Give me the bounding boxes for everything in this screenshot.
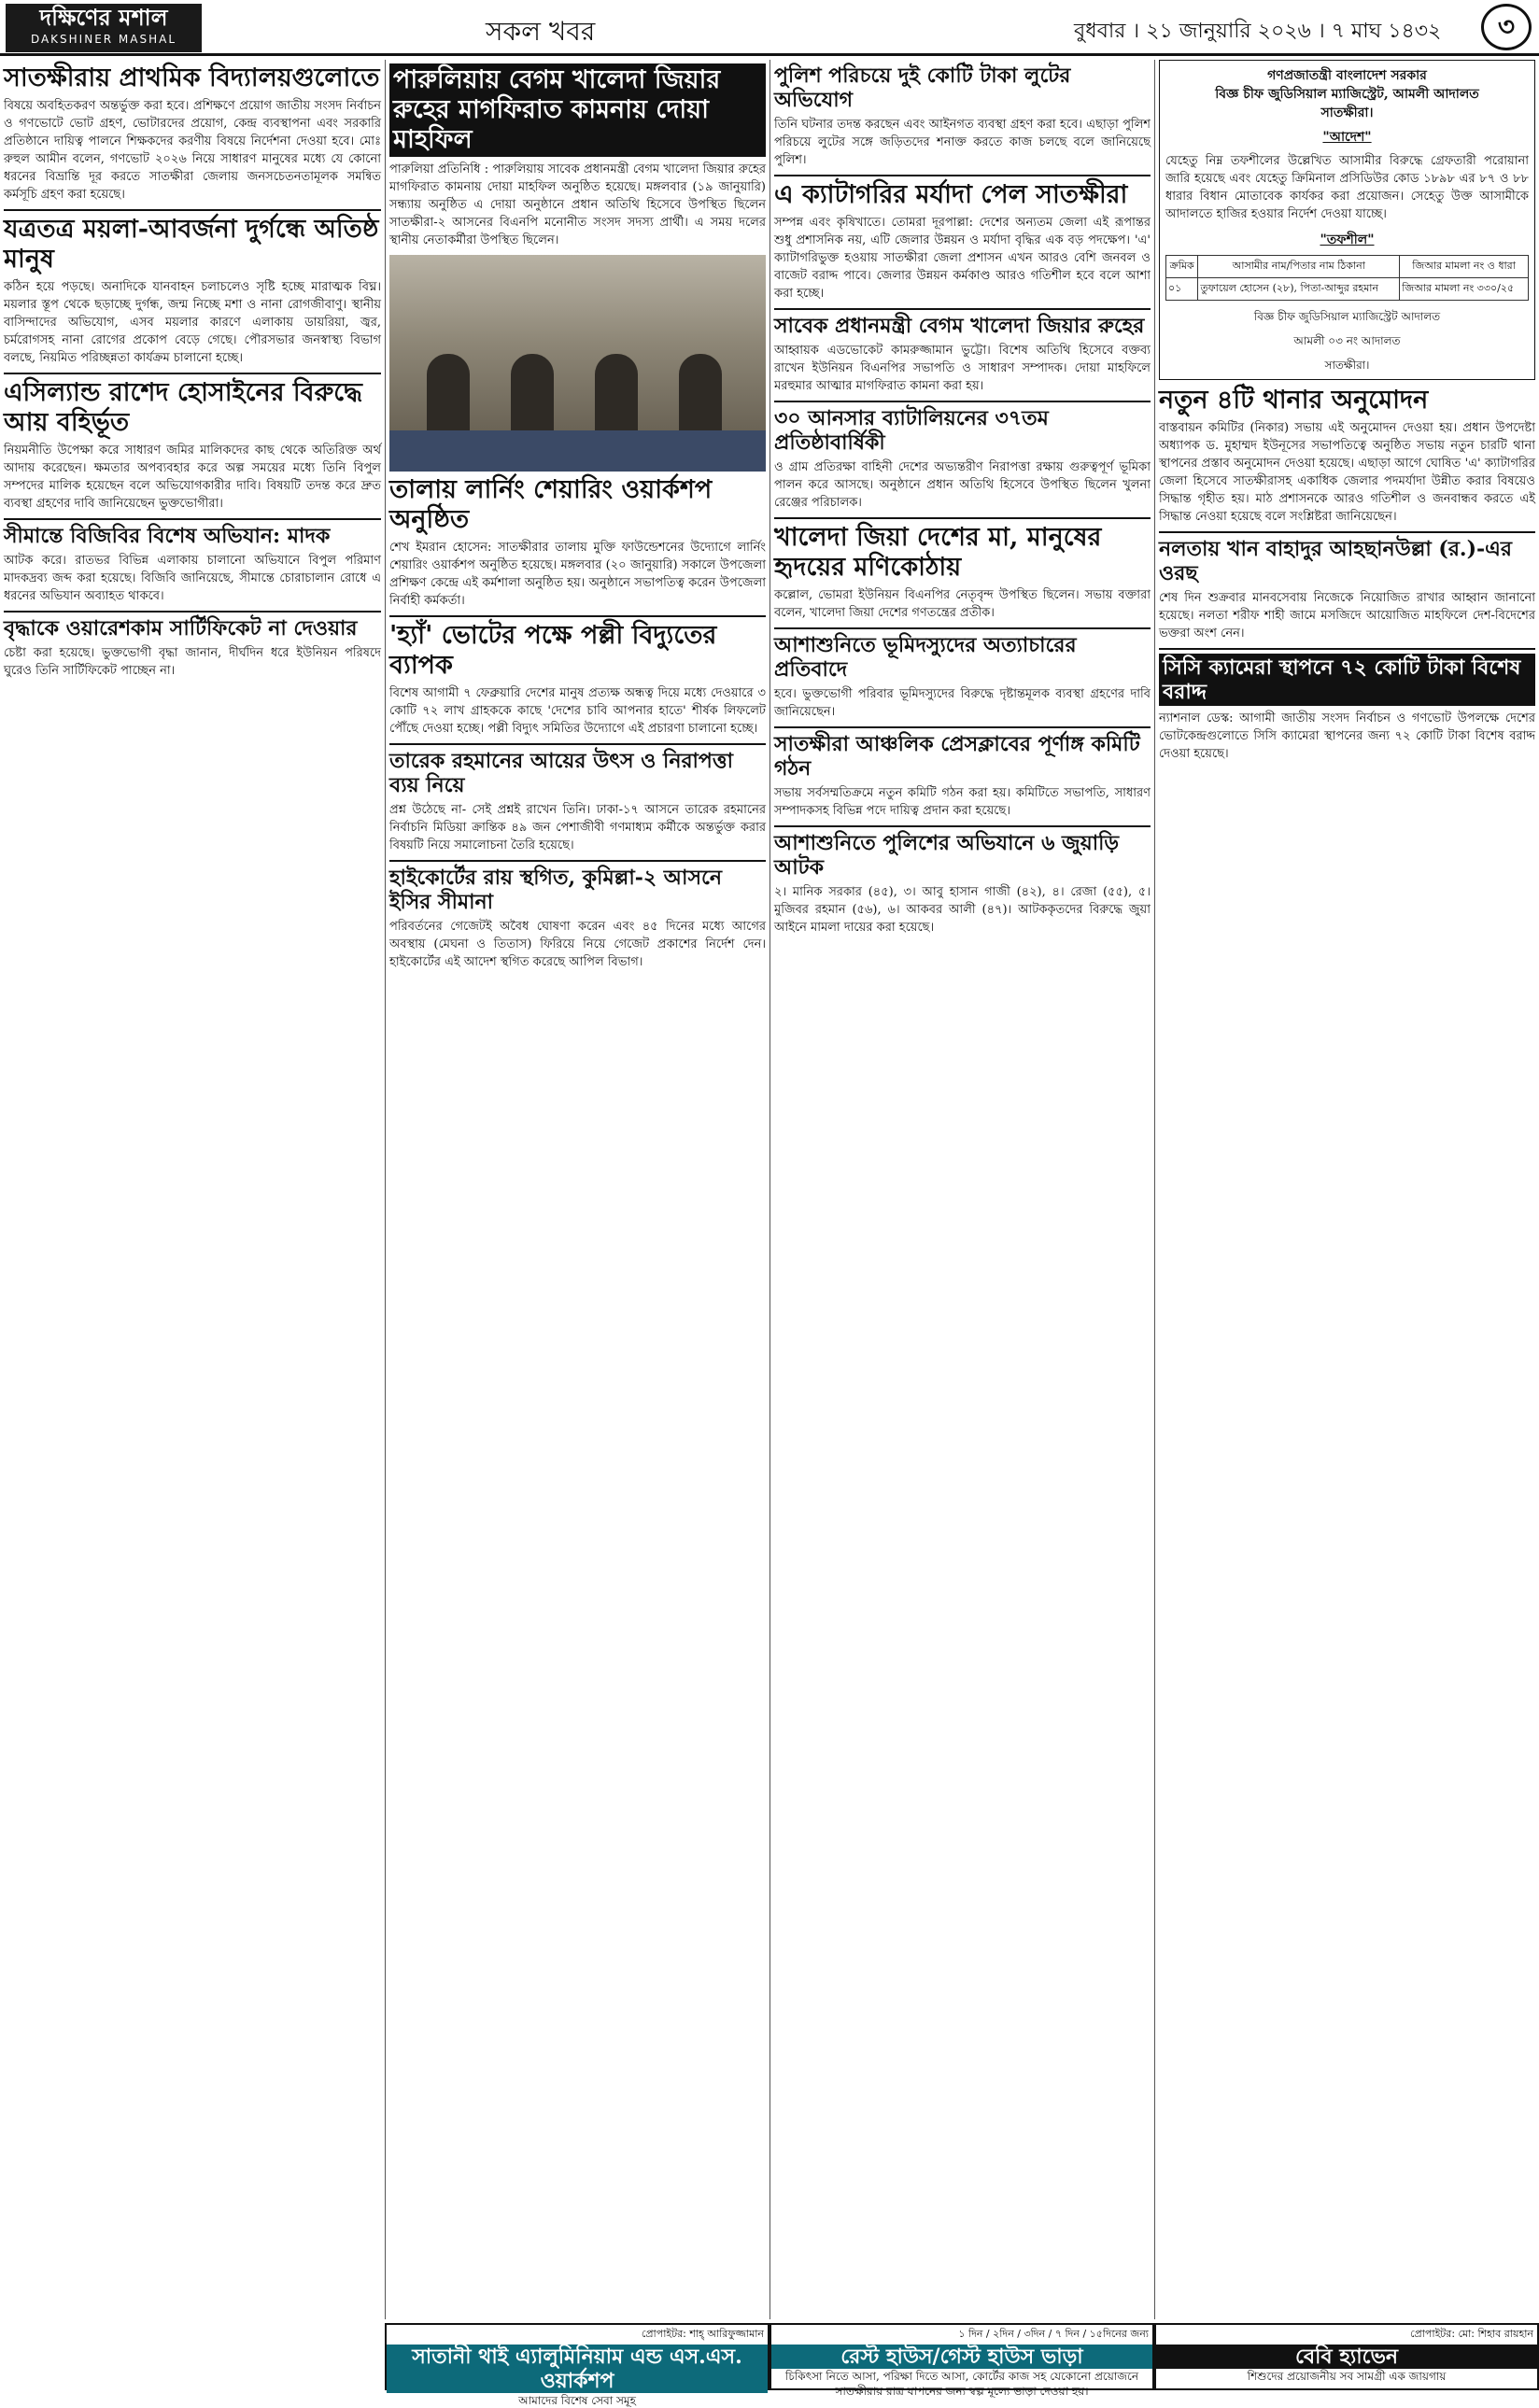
headline: সীমান্তে বিজিবির বিশেষ অভিযান: মাদক xyxy=(4,524,331,548)
article-body: তিনি ঘটনার তদন্ত করছেন এবং আইনগত ব্যবস্থা গ্রহণ করা হবে। এছাড়া পুলিশ পরিচয়ে লুটের সঙ্গে জড়িতদের শনাক্ত করতে কাজ চলছে বলে জানিয়েছে পুলিশ। xyxy=(774,118,1151,167)
article-body: আটক করে। রাতভর বিভিন্ন এলাকায় চালানো অভিযানে বিপুল পরিমাণ মাদকদ্রব্য জব্দ করা হয়েছে। বিজিবি জানিয়েছে, সীমান্তে চোরাচালান রোধে এ ধরনের অভিযান অব্যাহত থাকবে। xyxy=(4,554,381,603)
logo-bangla: দক্ষিণের মশাল xyxy=(39,4,168,31)
schedule-table xyxy=(1165,255,1529,301)
dateline: বুধবার । ২১ জানুয়ারি ২০২৬ । ৭ মাঘ ১৪৩২ xyxy=(1074,20,1442,43)
notice-header: সাতক্ষীরা। xyxy=(1320,106,1374,120)
article-body: শেখ ইমরান হোসেন: সাতক্ষীরার তালায় মুক্তি ফাউন্ডেশনের উদ্যোগে লার্নিং শেয়ারিং ওয়ার্কশপ অনুষ্ঠিত হয়েছে। মঙ্গলবার (২০ জানুয়ারি) সকালে উপজেলা প্রশিক্ষণ কেন্দ্রে এই কর্মশালা অনুষ্ঠিত হয়। অনুষ্ঠানে সভাপতিত্ব করেন উপজেলা নির্বাহী কর্মকর্তা। xyxy=(389,541,766,608)
divider xyxy=(774,401,1151,402)
table-cell: তুফায়েল হোসেন (২৮), পিতা-আব্দুর রহমান xyxy=(1198,278,1400,301)
page-number: ৩ xyxy=(1481,4,1532,50)
notice-header: বিজ্ঞ চীফ জুডিসিয়াল ম্যাজিস্ট্রেট, আমলী আদালত xyxy=(1215,87,1479,102)
divider xyxy=(774,726,1151,728)
notice-header: গণপ্রজাতন্ত্রী বাংলাদেশ সরকার xyxy=(1267,68,1427,83)
table-header-cell: আসামীর নাম/পিতার নাম ঠিকানা xyxy=(1198,256,1400,278)
ad-proprietor: প্রোপাইটর: শাহ্ আরিফুজ্জামান xyxy=(641,2328,764,2340)
newspaper-logo xyxy=(6,4,202,52)
divider xyxy=(1159,648,1535,650)
article-body: চেষ্টা করা হয়েছে। ভুক্তভোগী বৃদ্ধা জানান, দীর্ঘদিন ধরে ইউনিয়ন পরিষদে ঘুরেও তিনি সার্টিফিকেট পাচ্ছেন না। xyxy=(4,646,381,678)
headline: এ ক্যাটাগরির মর্যাদা পেল সাতক্ষীরা xyxy=(774,180,1128,209)
ad-text: আমাদের বিশেষ সেবা সমূহ xyxy=(518,2394,636,2407)
divider xyxy=(774,175,1151,176)
person-figure xyxy=(427,354,470,438)
headline: বৃদ্ধাকে ওয়ারেশকাম সার্টিফিকেট না দেওয়ার xyxy=(4,616,358,641)
divider xyxy=(774,517,1151,519)
schedule-title: "তফশীল" xyxy=(1320,232,1375,247)
article-body: বিষয়ে অবহিতকরণ অন্তর্ভুক্ত করা হবে। প্রশিক্ষণে প্রয়োগ জাতীয় সংসদ নির্বাচন ও গণভোটে ভোট গ্রহণ, ভোটারদের প্রয়োগ, কেন্দ্র ব্যবস্থাপনা এবং সরকারি প্রতিষ্ঠানে দায়িত্ব পালনে শিক্ষকদের করণীয় বিষয়ে নির্দেশনা দেওয়া হবে। মোঃ রুহুল আমীন বলেন, গণভোট ২০২৬ নিয়ে সাধারণ মানুষের মধ্যে যে কোনো ধরনের বিভ্রান্তি দূর করতে সাতক্ষীরা জেলায় জনসচেতনতামূলক সমন্বিত কর্মসূচি গ্রহণ করা হয়েছে। xyxy=(4,99,381,202)
article-body: ও গ্রাম প্রতিরক্ষা বাহিনী দেশের অভ্যন্তরীণ নিরাপত্তা রক্ষায় গুরুত্বপূর্ণ ভূমিকা পালন করে আসছে। অনুষ্ঠানে প্রধান অতিথি হিসেবে উপস্থিত ছিলেন খুলনা রেঞ্জের পরিচালক। xyxy=(774,460,1151,510)
headline: পুলিশ পরিচয়ে দুই কোটি টাকা লুটের অভিযোগ xyxy=(774,63,1071,112)
headline: পারুলিয়ায় বেগম খালেদা জিয়ার রুহের মাগফিরাত কামনায় দোয়া মাহফিল xyxy=(389,63,766,157)
article-body: কঠিন হয়ে পড়ছে। অনাদিকে যানবাহন চলাচলেও সৃষ্টি হচ্ছে মারাত্মক বিঘ্ন। ময়লার স্তূপ থেকে ছড়াচ্ছে দুর্গন্ধ, জন্ম নিচ্ছে মশা ও নানা রোগজীবাণু। স্থানীয় বাসিন্দাদের অভিযোগ, এসব ময়লার কারণে এলাকায় ডায়রিয়া, জ্বর, চর্মরোগসহ নানা রোগের প্রকোপ বেড়ে গেছে। পৌরসভার জনস্বাস্থ্য বিভাগ বলছে, নিয়মিত পরিচ্ছন্নতা কার্যক্রম চালানো হচ্ছে। xyxy=(4,280,381,365)
notice-footer: আমলী ০৩ নং আদালত xyxy=(1293,334,1401,347)
article-body: প্রশ্ন উঠেছে না- সেই প্রশ্নই রাখেন তিনি। ঢাকা-১৭ আসনে তারেক রহমানের নির্বাচনি মিডিয়া ক্রান্তিক ৪৯ জন পেশাজীবী গণমাধ্যম কর্মীকে অন্তর্ভুক্ত করার বিষয়টি নিয়ে সমালোচনা তৈরি হয়েছে। xyxy=(389,803,766,852)
divider xyxy=(4,209,381,211)
ad-title: রেস্ট হাউস/গেস্ট হাউস ভাড়া xyxy=(771,2345,1152,2369)
headline: তারেক রহমানের আয়ের উৎস ও নিরাপত্তা ব্যয় নিয়ে xyxy=(389,749,733,797)
column-2 xyxy=(385,60,770,2319)
divider xyxy=(4,611,381,613)
column-1 xyxy=(0,60,385,2319)
logo-english: DAKSHINER MASHAL xyxy=(30,33,177,46)
ad-title: সাতানী থাই এ্যালুমিনিয়াম এন্ড এস.এস. ওয়ার্কশপ xyxy=(387,2345,768,2393)
divider xyxy=(774,308,1151,310)
ad-proprietor: প্রোপাইটর: মো: শিহাব রায়হান xyxy=(1410,2328,1533,2340)
article-body: সম্পন্ন এবং কৃষিখাতে। তোমরা দূরপাল্লা: দেশের অন্যতম জেলা এই রূপান্তর শুধু প্রশাসনিক নয়, এটি জেলার উন্নয়ন ও মর্যাদা বৃদ্ধির এক বড় পদক্ষেপ। 'এ' ক্যাটাগরিভুক্ত হওয়ায় সাতক্ষীরা জেলা প্রশাসন এখন আরও বেশি জনবল ও বাজেট বরাদ্দ পাবে। জেলার উন্নয়ন কর্মকাণ্ড আরও গতিশীল হবে বলে আশা করা হচ্ছে। xyxy=(774,216,1151,301)
divider xyxy=(4,518,381,520)
ad-text: চিকিৎসা নিতে আসা, পরিক্ষা দিতে আসা, কোর্টের কাজ সহ যেকোনো প্রয়োজনে সাতক্ষীরায় রাত্র যাপনের জন্য স্বল্প মূল্যে ভাড়া দেওয়া হয়। xyxy=(784,2370,1139,2398)
headline: আশাশুনিতে ভূমিদস্যুদের অত্যাচারের প্রতিবাদে xyxy=(774,633,1077,682)
headline: তালায় লার্নিং শেয়ারিং ওয়ার্কশপ অনুষ্ঠিত xyxy=(389,475,713,534)
notice-text: যেহেতু নিম্ন তফশীলের উল্লেখিত আসামীর বিরুদ্ধে গ্রেফতারী পরোয়ানা জারি হয়েছে এবং যেহেতু ক্রিমিনাল প্রসিডিউর কোড ১৮৯৮ এর ৮৭ ও ৮৮ ধারার বিধান মোতাবেক কার্যকর করা প্রয়োজন। সেহেতু উক্ত আসামীকে আদালতে হাজির হওয়ার নির্দেশ দেওয়া যাচ্ছে। xyxy=(1165,154,1529,221)
headline: সাবেক প্রধানমন্ত্রী বেগম খালেদা জিয়ার রুহের xyxy=(774,314,1145,338)
headline: সাতক্ষীরা আঞ্চলিক প্রেসক্লাবের পূর্ণাঙ্গ কমিটি গঠন xyxy=(774,732,1140,781)
headline: সাতক্ষীরায় প্রাথমিক বিদ্যালয়গুলোতে xyxy=(4,63,380,92)
ad-baby-haven xyxy=(1154,2323,1539,2390)
headline: এসিল্যান্ড রাশেদ হোসাইনের বিরুদ্ধে আয় বহির্ভূত xyxy=(4,378,362,437)
court-notice xyxy=(1159,60,1535,380)
article-body: পরিবর্তনের গেজেটই অবৈধ ঘোষণা করেন এবং ৪৫ দিনের মধ্যে আগের অবস্থায় (মেঘনা ও তিতাস) ফিরিয়ে নিয়ে গেজেট প্রকাশের নির্দেশ দেন। হাইকোর্টের এই আদেশ স্থগিত করেছে আপিল বিভাগ। xyxy=(389,920,766,969)
person-figure xyxy=(679,354,722,438)
notice-subtitle: "আদেশ" xyxy=(1322,130,1372,145)
headline: যত্রতত্র ময়লা-আবর্জনা দুর্গন্ধে অতিষ্ঠ মানুষ xyxy=(4,215,379,274)
article-body: নিয়মনীতি উপেক্ষা করে সাধারণ জমির মালিকদের কাছ থেকে অতিরিক্ত অর্থ আদায় করেছেন। ক্ষমতার অপব্যবহার করে অল্প সময়ের মধ্যে তিনি বিপুল সম্পদের মালিক হয়েছেন বলে অভিযোগকারীর দাবি। বিষয়টি তদন্ত করে দ্রুত ব্যবস্থা গ্রহণের দাবি জানিয়েছেন ভুক্তভোগীরা। xyxy=(4,444,381,511)
headline: সিসি ক্যামেরা স্থাপনে ৭২ কোটি টাকা বিশেষ বরাদ্দ xyxy=(1159,654,1535,706)
article-body: বাস্তবায়ন কমিটির (নিকার) সভায় এই অনুমোদন দেওয়া হয়। প্রধান উপদেষ্টা অধ্যাপক ড. মুহাম্মদ ইউনূসের সভাপতিত্বে অনুষ্ঠিত সভায় নতুন চারটি থানা স্থাপনের প্রস্তাব অনুমোদন দেওয়া হয়েছে। এছাড়া আগে ঘোষিত 'এ' ক্যাটাগরির জেলা হিসেবে সাতক্ষীরাসহ একাধিক জেলার পদমর্যাদা উন্নীত করার বিষয়েও সিদ্ধান্ত গৃহীত হয়। মাঠ প্রশাসনকে আরও গতিশীল ও জনবান্ধব করতে এই সিদ্ধান্ত নেওয়া হয়েছে বলে সংশ্লিষ্টরা জানিয়েছেন। xyxy=(1159,421,1535,524)
ads-strip xyxy=(0,2323,1539,2407)
divider xyxy=(389,860,766,862)
divider xyxy=(1159,531,1535,533)
table-cell: ০১ xyxy=(1166,278,1198,301)
table-row xyxy=(1166,256,1529,278)
table-header-cell: ক্রমিক xyxy=(1166,256,1198,278)
person-figure xyxy=(595,354,638,438)
ad-title: বেবি হ্যাভেন xyxy=(1156,2345,1537,2369)
person-figure xyxy=(511,354,554,438)
article-body: সভায় সর্বসম্মতিক্রমে নতুন কমিটি গঠন করা হয়। কমিটিতে সভাপতি, সাধারণ সম্পাদকসহ বিভিন্ন পদে দায়িত্ব প্রদান করা হয়েছে। xyxy=(774,786,1151,818)
table-row xyxy=(1166,278,1529,301)
masthead xyxy=(0,0,1539,56)
workshop-photo xyxy=(389,255,766,472)
article-body: শেষ দিন শুক্রবার মানবসেবায় নিজেকে নিয়োজিত রাখার আহ্বান জানানো হয়েছে। নলতা শরীফ শাহী জামে মসজিদে আয়োজিত মাহফিলে দেশ-বিদেশের ভক্তরা অংশ নেন। xyxy=(1159,591,1535,641)
notice-footer: বিজ্ঞ চীফ জুডিসিয়াল ম্যাজিস্ট্রেট আদালত xyxy=(1253,310,1441,323)
article-body: কল্লোল, ভোমরা ইউনিয়ন বিএনপির নেতৃবৃন্দ উপস্থিত ছিলেন। সভায় বক্তারা বলেন, খালেদা জিয়া দেশের গণতন্ত্রের প্রতীক। xyxy=(774,588,1151,620)
divider xyxy=(4,373,381,374)
column-4 xyxy=(1154,60,1539,2319)
ad-duration: ১ দিন / ২দিন / ৩দিন / ৭ দিন / ১৫দিনের জন্য xyxy=(958,2328,1149,2340)
article-body: আহ্বায়ক এডভোকেট কামরুজ্জামান ভুট্টো। বিশেষ অতিথি হিসেবে বক্তব্য রাখেন ইউনিয়ন বিএনপির সভাপতি ও সাধারণ সম্পাদক। দোয়া মাহফিলে মরহুমার আত্মার মাগফিরাত কামনা করা হয়। xyxy=(774,344,1151,393)
ad-text: শিশুদের প্রয়োজনীয় সব সামগ্রী এক জায়গায় xyxy=(1247,2370,1447,2383)
article-body: পারুলিয়া প্রতিনিধি : পারুলিয়ায় সাবেক প্রধানমন্ত্রী বেগম খালেদা জিয়ার রুহের মাগফিরাত কামনায় দোয়া মাহফিল অনুষ্ঠিত হয়েছে। মঙ্গলবার (১৯ জানুয়ারি) সন্ধ্যায় অনুষ্ঠিত এ দোয়া অনুষ্ঠানে প্রধান অতিথি হিসেবে উপস্থিত ছিলেন সাতক্ষীরা-২ আসনের বিএনপি মনোনীত সংসদ সদস্য প্রার্থী। এ সময় দলের স্থানীয় নেতাকর্মীরা উপস্থিত ছিলেন। xyxy=(389,162,766,247)
headline: নতুন ৪টি থানার অনুমোদন xyxy=(1159,386,1429,415)
headline: আশাশুনিতে পুলিশের অভিযানে ৬ জুয়াড়ি আটক xyxy=(774,831,1120,880)
notice-footer: সাতক্ষীরা। xyxy=(1324,359,1370,372)
headline: হাইকোর্টের রায় স্থগিত, কুমিল্লা-২ আসনে ইসির সীমানা xyxy=(389,866,722,914)
table-cloth xyxy=(389,430,766,472)
table-cell: জিআর মামলা নং ৩৩০/২৫ xyxy=(1400,278,1529,301)
table-header-cell: জিআর মামলা নং ও ধারা xyxy=(1400,256,1529,278)
article-body: বিশেষ আগামী ৭ ফেব্রুয়ারি দেশের মানুষ প্রত্যক্ষ অন্ধত্ব দিয়ে মধ্যে দেওয়ারে ৩ কোটি ৭২ লাখ গ্রাহককে কাছে 'দেশের চাবি আপনার হাতে' শীর্ষক লিফলেট পৌঁছে দেওয়া হচ্ছে। পল্লী বিদ্যুৎ সমিতির উদ্যোগে এই প্রচারণা চালানো হচ্ছে। xyxy=(389,686,766,736)
headline: খালেদা জিয়া দেশের মা, মানুষের হৃদয়ের মণিকোঠায় xyxy=(774,523,1102,582)
headline: 'হ্যাঁ' ভোটের পক্ষে পল্লী বিদ্যুতের ব্যাপক xyxy=(389,621,717,680)
article-body: হবে। ভুক্তভোগী পরিবার ভূমিদস্যুদের বিরুদ্ধে দৃষ্টান্তমূলক ব্যবস্থা গ্রহণের দাবি জানিয়েছেন। xyxy=(774,687,1151,719)
section-label: সকল খবর xyxy=(486,16,596,47)
article-body: ন্যাশনাল ডেস্ক: আগামী জাতীয় সংসদ নির্বাচন ও গণভোট উপলক্ষে দেশের ভোটকেন্দ্রগুলোতে সিসি ক্যামেরা স্থাপনের জন্য ৭২ কোটি টাকা বিশেষ বরাদ্দ দেওয়া হয়েছে। xyxy=(1159,711,1535,761)
headline: ৩০ আনসার ব্যাটালিয়নের ৩৭তম প্রতিষ্ঠাবার্ষিকী xyxy=(774,406,1049,455)
divider xyxy=(389,615,766,617)
headline: নলতায় খান বাহাদুর আহছানউল্লা (র.)-এর ওরছ xyxy=(1159,537,1512,585)
column-3 xyxy=(770,60,1154,2319)
ad-workshop xyxy=(385,2323,770,2407)
ad-rest-house xyxy=(770,2323,1154,2398)
divider xyxy=(774,825,1151,827)
article-body: ২। মানিক সরকার (৪৫), ৩। আবু হাসান গাজী (৪২), ৪। রেজা (৫৫), ৫। মুজিবর রহমান (৫৬), ৬। আকবর আলী (৪৭)। আটককৃতদের বিরুদ্ধে জুয়া আইনে মামলা দায়ের করা হয়েছে। xyxy=(774,885,1151,935)
divider xyxy=(389,743,766,745)
divider xyxy=(774,627,1151,629)
